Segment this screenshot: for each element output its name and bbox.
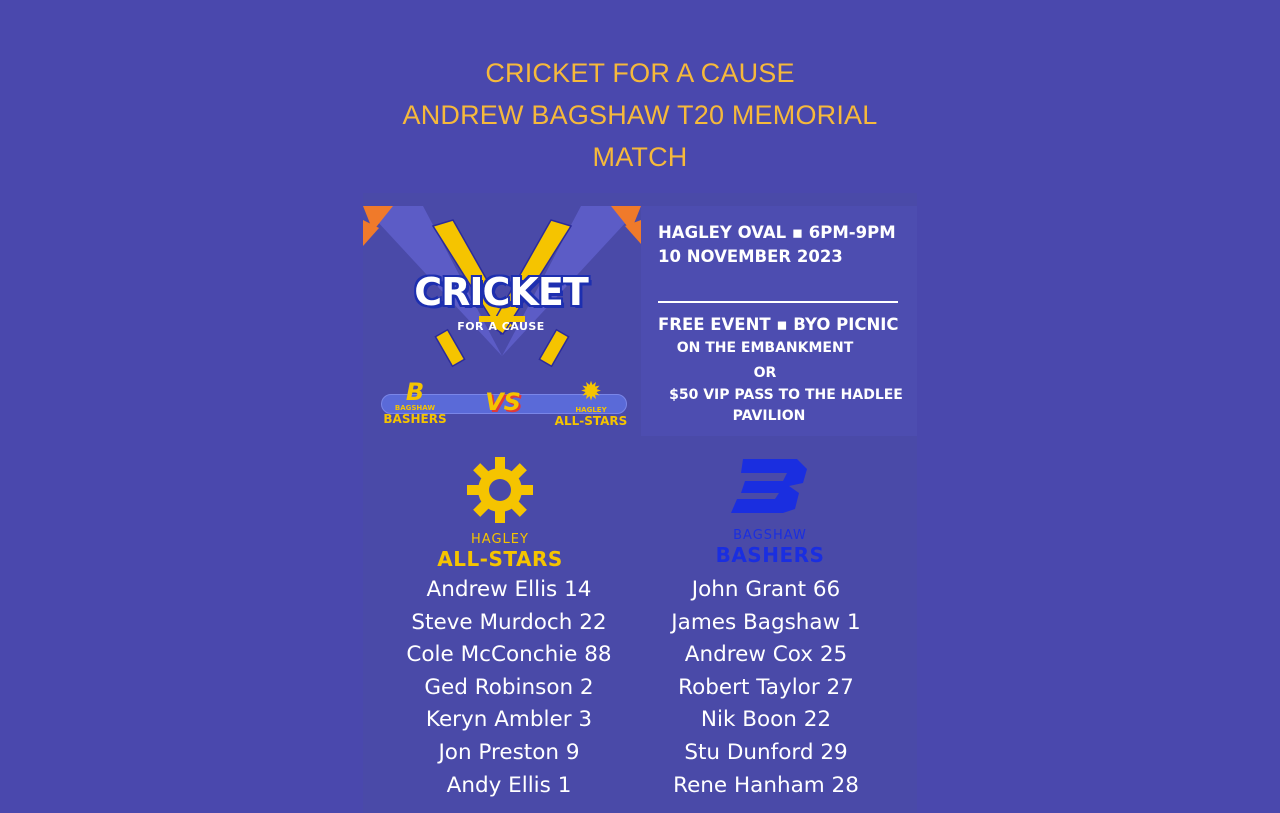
player-name: Nik Boon 22 xyxy=(700,707,832,733)
bashers-roster xyxy=(636,574,896,802)
team-allstars-logo xyxy=(370,455,630,571)
page-heading xyxy=(0,52,1280,178)
allstars-roster xyxy=(379,574,639,802)
mini-allstars-logo xyxy=(543,378,639,428)
venue-time-text: HAGLEY OVAL ▪ 6PM-9PM xyxy=(658,223,896,242)
player-name: Jon Preston 9 xyxy=(438,739,580,765)
pavilion-text: PAVILION xyxy=(732,408,806,424)
event-date-text: 10 NOVEMBER 2023 xyxy=(658,247,843,266)
player-name: Andrew Ellis 14 xyxy=(426,577,592,602)
allstars-big-label: ALL-STARS xyxy=(437,547,563,571)
vip-pass-text: $50 VIP PASS TO THE HADLEE xyxy=(669,387,903,403)
info-divider xyxy=(658,301,898,303)
bashers-small-label: BAGSHAW xyxy=(733,528,807,543)
bashers-big-label: BASHERS xyxy=(715,543,825,567)
allstars-small-label: HAGLEY xyxy=(471,532,529,547)
player-name: Andrew Cox 25 xyxy=(684,642,848,668)
heading-line-2: ANDREW BAGSHAW T20 MEMORIAL xyxy=(402,100,878,130)
poster-banner xyxy=(363,206,917,436)
player-name: Andy Ellis 1 xyxy=(446,772,572,798)
heading-line-3: MATCH xyxy=(592,142,688,172)
player-name: Robert Taylor 27 xyxy=(678,674,854,700)
logo-panel xyxy=(363,206,641,436)
or-text: OR xyxy=(753,365,777,381)
team-bashers-logo xyxy=(640,455,900,567)
bashers-b-icon xyxy=(725,455,815,517)
free-event-text: FREE EVENT ▪ BYO PICNIC xyxy=(658,315,899,334)
cricket-logo-text: CRICKET xyxy=(414,270,588,314)
player-name: Keryn Ambler 3 xyxy=(425,707,593,733)
player-name: Stu Dunford 29 xyxy=(684,739,848,765)
embankment-text: ON THE EMBANKMENT xyxy=(676,340,854,356)
event-info-panel xyxy=(641,206,917,436)
player-name: Rene Hanham 28 xyxy=(673,772,859,798)
cause-logo-text: FOR A CAUSE xyxy=(457,320,545,333)
mini-bashers-big: BASHERS xyxy=(383,412,447,426)
player-name: Cole McConchie 88 xyxy=(406,642,612,668)
mini-bashers-logo xyxy=(375,380,455,426)
mini-allstars-icon: ✹ xyxy=(580,377,602,407)
mini-bashers-icon: B xyxy=(405,378,425,406)
player-name: Steve Murdoch 22 xyxy=(411,609,607,635)
mini-bashers-small: BAGSHAW xyxy=(394,404,436,412)
gear-icon xyxy=(465,455,535,525)
player-name: Ged Robinson 2 xyxy=(424,674,594,700)
heading-line-1: CRICKET FOR A CAUSE xyxy=(485,58,795,88)
player-name: James Bagshaw 1 xyxy=(671,609,861,635)
mini-allstars-big: ALL-STARS xyxy=(554,414,628,428)
mini-allstars-small: HAGLEY xyxy=(575,406,607,414)
versus-badge: VS xyxy=(485,388,521,416)
player-name: John Grant 66 xyxy=(691,577,841,602)
